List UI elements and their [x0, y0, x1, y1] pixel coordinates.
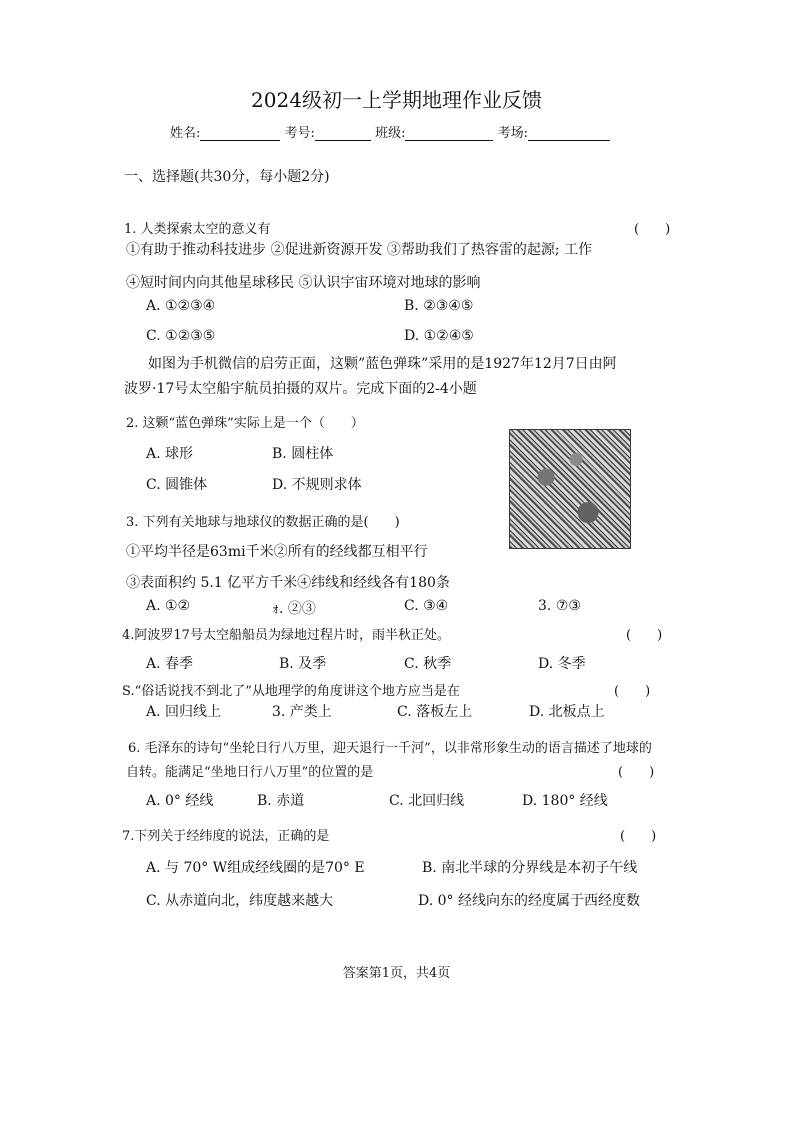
question-3-option-a: A. ①② — [146, 598, 191, 614]
question-4-answer-paren: ( ) — [626, 628, 663, 643]
student-info-row — [170, 122, 610, 141]
room-blank[interactable] — [528, 126, 610, 141]
question-6-option-d: D. 180° 经线 — [522, 793, 608, 809]
question-1-statement-line: ①有助于推动科技进步 ②促进新资源开发 ③帮助我们了热容雷的起源; 工作 — [126, 242, 593, 258]
question-4-option-a: A. 春季 — [146, 656, 194, 672]
question-4-option-c: C. 秋季 — [404, 656, 452, 672]
question-7-option-c: C. 从赤道向北，纬度越来越大 — [146, 893, 334, 909]
room-label: 考场: — [497, 126, 528, 141]
id-blank[interactable] — [315, 126, 371, 141]
passage-intro-line: 如图为手机微信的启劳正面，这颗”蓝色弹珠”采用的是1927年12月7日由阿 — [148, 356, 617, 372]
blue-marble-photo — [509, 429, 631, 549]
question-7-option-a: A. 与 70° W组成经线圈的是70° E — [146, 860, 365, 876]
question-1-option-b: B. ②③④⑤ — [404, 298, 474, 314]
class-blank[interactable] — [405, 126, 493, 141]
question-6-stem: 6. 毛泽东的诗句“坐轮日行八万里，迎天退行一千河”，以非常形象生动的语言描述了地球的 — [128, 741, 652, 756]
question-2-stem: 2. 这颗“蓝色弹珠”实际上是一个（ ） — [126, 416, 364, 431]
question-1-statement-line: ④短时间内向其他星球移民 ⑤认识宇宙环境对地球的影响 — [126, 275, 481, 291]
question-3-option-b: ｫ. ②③ — [272, 601, 316, 617]
question-3-stem: 3. 下列有关地球与地球仪的数据正确的是( ) — [126, 515, 400, 530]
question-1-option-a: A. ①②③④ — [146, 298, 216, 314]
question-4-option-b: B. 及季 — [279, 656, 327, 672]
question-1-option-c: C. ①②③⑤ — [146, 328, 216, 344]
question-2-option-b: B. 圆柱体 — [272, 446, 334, 462]
question-2-option-a: A. 球形 — [146, 446, 194, 462]
question-7-option-d: D. 0° 经线向东的经度属于西经度数 — [418, 893, 640, 909]
name-label: 姓名: — [170, 126, 201, 141]
question-4-option-d: D. 冬季 — [538, 656, 586, 672]
id-label: 考号: — [284, 126, 315, 141]
question-3-statement-line: ③表面积约 5.1 亿平方千米④纬线和经线各有180条 — [126, 575, 450, 591]
question-1-option-d: D. ①②④⑤ — [404, 328, 474, 344]
passage-intro-line: 波罗·17号太空船宇航员拍摄的双片。完成下面的2-4小题 — [124, 381, 477, 397]
question-6-answer-paren: ( ) — [618, 765, 655, 780]
question-6-option-a: A. 0° 经线 — [146, 793, 214, 809]
question-5-option-c: C. 落板左上 — [397, 704, 473, 720]
question-3-option-c: C. ③④ — [404, 598, 449, 614]
question-1-answer-paren: ( ) — [634, 222, 671, 237]
question-5-option-a: A. 回归线上 — [146, 704, 222, 720]
question-3-statement-line: ①平均半径是63mi千米②所有的经线都互相平行 — [126, 544, 428, 560]
section-heading: 一、选择题(共30分，每小题2分) — [124, 169, 330, 185]
class-label: 班级: — [375, 126, 406, 141]
page-footer: 答案第1页，共4页 — [342, 966, 451, 981]
question-6-stem-cont: 自转。能满足“坐地日行八万里”的位置的是 — [126, 765, 374, 780]
question-3-option-d: 3. ⑦③ — [538, 598, 581, 614]
question-5-option-d: D. 北板点上 — [529, 704, 605, 720]
question-5-answer-paren: ( ) — [614, 684, 651, 699]
question-5-option-b: 3. 产类上 — [272, 704, 332, 720]
question-1-stem: 1. 人类探索太空的意义有 — [124, 222, 271, 237]
question-7-option-b: B. 南北半球的分界线是本初子午线 — [422, 860, 638, 876]
question-5-stem: S.“俗话说找不到北了”从地理学的角度讲这个地方应当是在 — [122, 684, 460, 699]
name-blank[interactable] — [200, 126, 280, 141]
question-6-option-b: B. 赤道 — [257, 793, 305, 809]
question-6-option-c: C. 北回归线 — [389, 793, 465, 809]
question-7-stem: 7.下列关于经纬度的说法，正确的是 — [122, 829, 330, 844]
question-2-option-d: D. 不规则求体 — [272, 477, 362, 493]
question-7-answer-paren: ( ) — [620, 829, 657, 844]
question-2-option-c: C. 圆锥体 — [146, 477, 208, 493]
question-4-stem: 4.阿波罗17号太空船船员为绿地过程片时，雨半秋正处。 — [122, 628, 450, 643]
page-title: 2024级初一上学期地理作业反馈 — [251, 88, 542, 112]
